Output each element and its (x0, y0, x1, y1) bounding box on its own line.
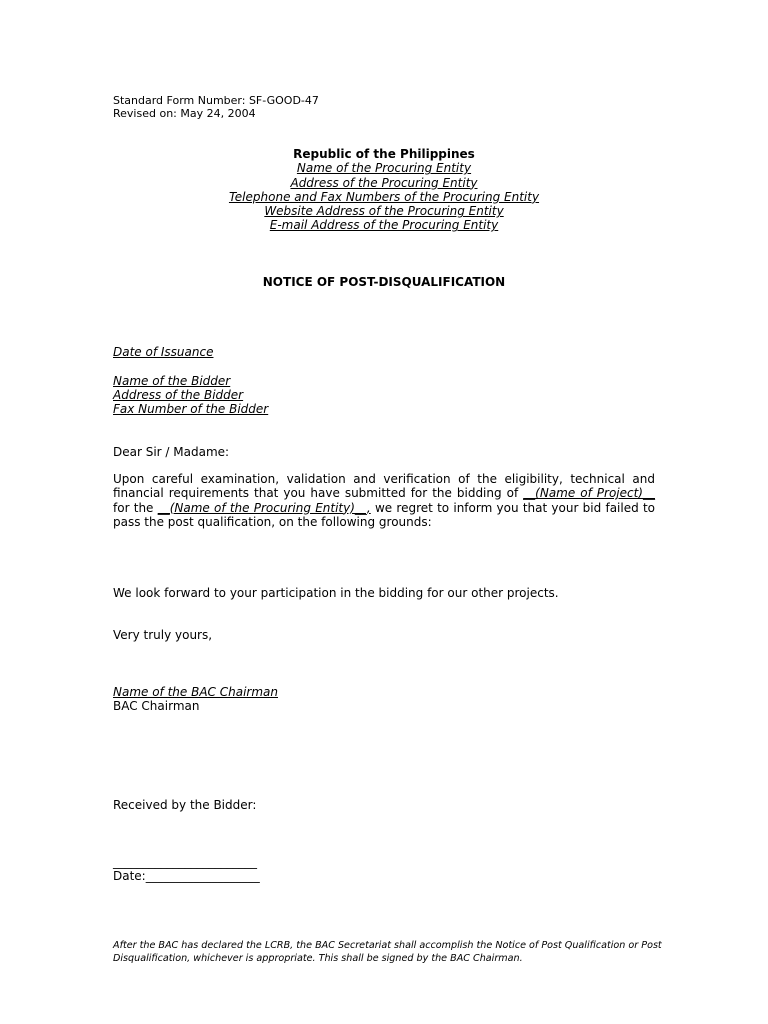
bac-chairman-title: BAC Chairman (113, 699, 200, 713)
bidder-signature-line: ________________________ (113, 855, 257, 869)
signatory-block (113, 685, 278, 713)
footer-instruction-note: After the BAC has declared the LCRB, the BAC Secretariat shall accomplish the Notice of Post Qualification or Post Disqualification, whichever is appropriate. This shall be signed by the BAC Chairman. (113, 940, 662, 964)
bidder-address: Address of the Bidder (113, 388, 244, 402)
bac-chairman-name: Name of the BAC Chairman (113, 685, 278, 699)
entity-email: E-mail Address of the Procuring Entity (269, 218, 499, 233)
standard-form-number: Standard Form Number: SF-GOOD-47 (113, 94, 319, 107)
bidder-block (113, 374, 268, 416)
body-text-part1: Upon careful examination, validation and verification of the eligibility, technical and financial requirements that you have submitted for the bidding of (113, 472, 655, 501)
closing-paragraph: We look forward to your participation in the bidding for our other projects. (113, 586, 559, 600)
entity-name-blank: __(Name of the Procuring Entity)__, (157, 500, 371, 515)
entity-address: Address of the Procuring Entity (290, 175, 478, 190)
republic-heading: Republic of the Philippines (293, 147, 475, 161)
received-by-label: Received by the Bidder: (113, 798, 257, 812)
bidder-fax: Fax Number of the Bidder (113, 402, 269, 416)
entity-website: Website Address of the Procuring Entity (264, 204, 504, 219)
salutation: Dear Sir / Madame: (113, 445, 230, 459)
entity-phone-fax: Telephone and Fax Numbers of the Procuring Entity (228, 189, 540, 204)
valediction: Very truly yours, (113, 628, 213, 642)
revised-date: Revised on: May 24, 2004 (113, 107, 256, 120)
body-paragraph (113, 472, 655, 529)
letterhead (0, 147, 768, 233)
body-text-part3: we regret to inform you that your bid failed to pass the post qualification, on the following grounds: (113, 500, 655, 529)
date-line: Date:___________________ (113, 869, 260, 883)
date-of-issuance: Date of Issuance (113, 345, 214, 359)
body-text-part2: for the (113, 500, 158, 515)
bidder-name: Name of the Bidder (113, 374, 231, 388)
project-name-blank: __(Name of Project)__ (523, 486, 655, 501)
entity-name: Name of the Procuring Entity (296, 161, 472, 176)
document-title: NOTICE OF POST-DISQUALIFICATION (262, 275, 506, 289)
form-meta (113, 94, 319, 120)
